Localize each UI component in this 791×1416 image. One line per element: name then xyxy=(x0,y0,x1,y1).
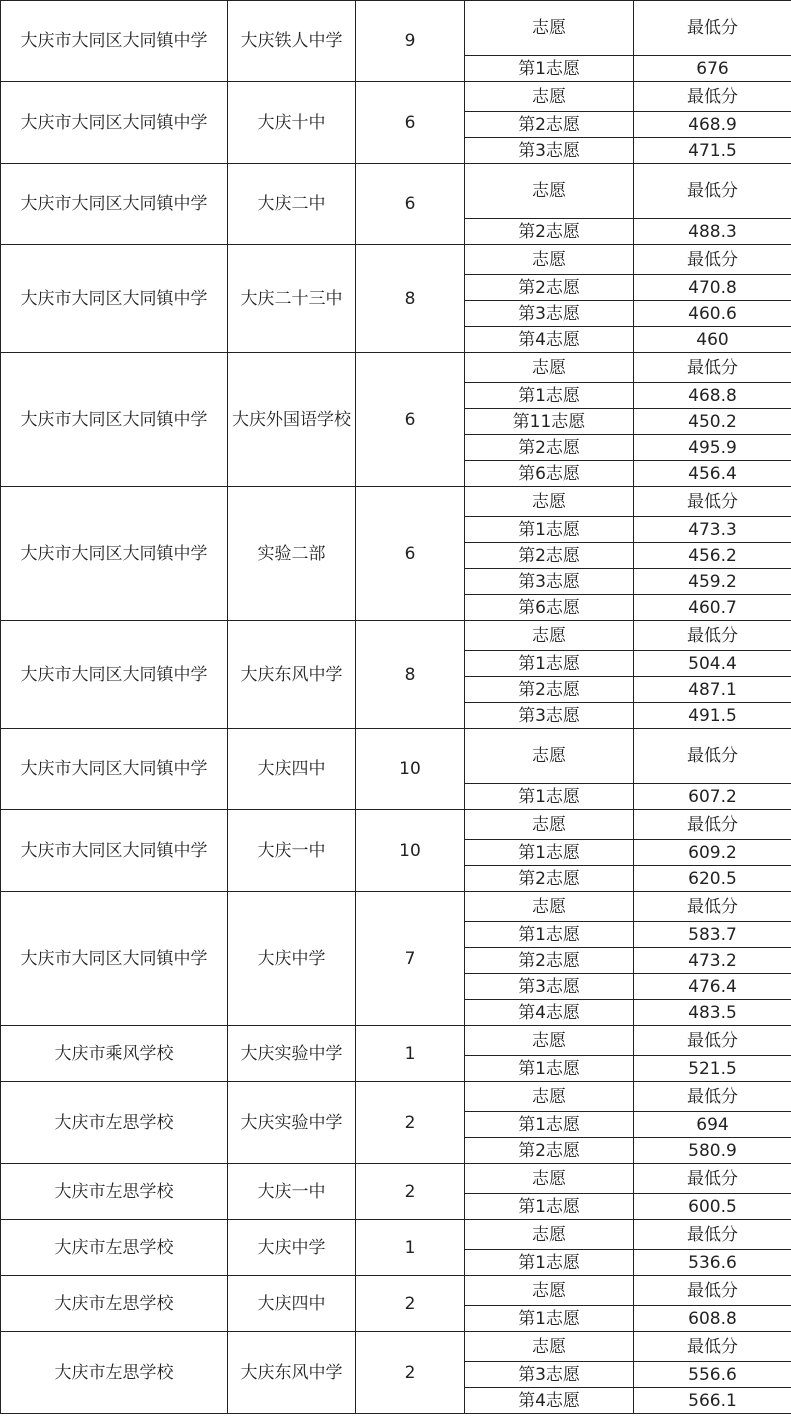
table-row xyxy=(1,1082,791,1112)
min-score-header-cell: 最低分 xyxy=(634,353,791,383)
choice-header-cell: 志愿 xyxy=(465,1026,634,1056)
min-score-header-cell: 最低分 xyxy=(634,1276,791,1306)
choice-cell: 第1志愿 xyxy=(465,1194,634,1220)
source-school-cell: 大庆市大同区大同镇中学 xyxy=(1,353,228,487)
choice-cell: 第3志愿 xyxy=(465,569,634,595)
choice-cell: 第1志愿 xyxy=(465,651,634,677)
source-school-cell: 大庆市左思学校 xyxy=(1,1220,228,1276)
quota-cell: 1 xyxy=(356,1220,465,1276)
choice-cell: 第3志愿 xyxy=(465,1362,634,1388)
min-score-header-cell: 最低分 xyxy=(634,729,791,784)
choice-cell: 第4志愿 xyxy=(465,1000,634,1026)
min-score-header-cell: 最低分 xyxy=(634,245,791,275)
choice-cell: 第2志愿 xyxy=(465,435,634,461)
min-score-header-cell: 最低分 xyxy=(634,1164,791,1194)
target-school-cell: 大庆四中 xyxy=(228,729,356,810)
choice-header-cell: 志愿 xyxy=(465,353,634,383)
choice-cell: 第1志愿 xyxy=(465,1306,634,1332)
choice-cell: 第6志愿 xyxy=(465,461,634,487)
min-score-header-cell: 最低分 xyxy=(634,1332,791,1362)
table-row xyxy=(1,353,791,383)
table-row xyxy=(1,810,791,840)
choice-header-cell: 志愿 xyxy=(465,487,634,517)
min-score-cell: 609.2 xyxy=(634,840,791,866)
choice-cell: 第1志愿 xyxy=(465,56,634,82)
quota-cell: 2 xyxy=(356,1164,465,1220)
source-school-cell: 大庆市左思学校 xyxy=(1,1082,228,1164)
min-score-cell: 536.6 xyxy=(634,1250,791,1276)
min-score-header-cell: 最低分 xyxy=(634,810,791,840)
table-row xyxy=(1,82,791,112)
target-school-cell: 大庆二十三中 xyxy=(228,245,356,353)
source-school-cell: 大庆市大同区大同镇中学 xyxy=(1,245,228,353)
quota-cell: 8 xyxy=(356,621,465,729)
quota-cell: 2 xyxy=(356,1082,465,1164)
quota-cell: 6 xyxy=(356,164,465,245)
table-row xyxy=(1,1332,791,1362)
target-school-cell: 实验二部 xyxy=(228,487,356,621)
table-row xyxy=(1,164,791,219)
choice-cell: 第2志愿 xyxy=(465,219,634,245)
table-row xyxy=(1,487,791,517)
choice-header-cell: 志愿 xyxy=(465,245,634,275)
choice-cell: 第1志愿 xyxy=(465,784,634,810)
target-school-cell: 大庆东风中学 xyxy=(228,621,356,729)
choice-header-cell: 志愿 xyxy=(465,1332,634,1362)
min-score-cell: 476.4 xyxy=(634,974,791,1000)
source-school-cell: 大庆市大同区大同镇中学 xyxy=(1,892,228,1026)
choice-cell: 第1志愿 xyxy=(465,1056,634,1082)
target-school-cell: 大庆东风中学 xyxy=(228,1332,356,1414)
target-school-cell: 大庆四中 xyxy=(228,1276,356,1332)
quota-cell: 8 xyxy=(356,245,465,353)
min-score-cell: 473.3 xyxy=(634,517,791,543)
min-score-cell: 456.4 xyxy=(634,461,791,487)
choice-cell: 第3志愿 xyxy=(465,703,634,729)
min-score-cell: 450.2 xyxy=(634,409,791,435)
quota-cell: 6 xyxy=(356,487,465,621)
min-score-cell: 607.2 xyxy=(634,784,791,810)
target-school-cell: 大庆外国语学校 xyxy=(228,353,356,487)
min-score-header-cell: 最低分 xyxy=(634,892,791,922)
admissions-table-body xyxy=(1,1,791,1414)
source-school-cell: 大庆市大同区大同镇中学 xyxy=(1,487,228,621)
quota-cell: 9 xyxy=(356,1,465,82)
table-row xyxy=(1,729,791,784)
choice-cell: 第2志愿 xyxy=(465,677,634,703)
min-score-cell: 694 xyxy=(634,1112,791,1138)
choice-cell: 第3志愿 xyxy=(465,974,634,1000)
source-school-cell: 大庆市大同区大同镇中学 xyxy=(1,729,228,810)
min-score-header-cell: 最低分 xyxy=(634,164,791,219)
choice-cell: 第2志愿 xyxy=(465,866,634,892)
table-row xyxy=(1,1026,791,1056)
choice-cell: 第4志愿 xyxy=(465,327,634,353)
quota-cell: 6 xyxy=(356,82,465,164)
min-score-cell: 456.2 xyxy=(634,543,791,569)
quota-cell: 2 xyxy=(356,1276,465,1332)
choice-cell: 第2志愿 xyxy=(465,1138,634,1164)
min-score-cell: 521.5 xyxy=(634,1056,791,1082)
choice-header-cell: 志愿 xyxy=(465,1,634,56)
quota-cell: 10 xyxy=(356,729,465,810)
choice-header-cell: 志愿 xyxy=(465,164,634,219)
min-score-cell: 504.4 xyxy=(634,651,791,677)
choice-header-cell: 志愿 xyxy=(465,1220,634,1250)
choice-header-cell: 志愿 xyxy=(465,82,634,112)
choice-cell: 第1志愿 xyxy=(465,383,634,409)
min-score-header-cell: 最低分 xyxy=(634,621,791,651)
choice-header-cell: 志愿 xyxy=(465,1276,634,1306)
choice-cell: 第1志愿 xyxy=(465,1250,634,1276)
choice-cell: 第2志愿 xyxy=(465,948,634,974)
table-row xyxy=(1,1,791,56)
target-school-cell: 大庆实验中学 xyxy=(228,1082,356,1164)
table-row xyxy=(1,1164,791,1194)
min-score-cell: 580.9 xyxy=(634,1138,791,1164)
min-score-header-cell: 最低分 xyxy=(634,82,791,112)
table-row xyxy=(1,621,791,651)
choice-header-cell: 志愿 xyxy=(465,729,634,784)
choice-cell: 第1志愿 xyxy=(465,922,634,948)
min-score-cell: 495.9 xyxy=(634,435,791,461)
choice-header-cell: 志愿 xyxy=(465,810,634,840)
source-school-cell: 大庆市左思学校 xyxy=(1,1332,228,1414)
min-score-cell: 460.7 xyxy=(634,595,791,621)
source-school-cell: 大庆市大同区大同镇中学 xyxy=(1,621,228,729)
source-school-cell: 大庆市大同区大同镇中学 xyxy=(1,164,228,245)
min-score-header-cell: 最低分 xyxy=(634,1082,791,1112)
min-score-header-cell: 最低分 xyxy=(634,1026,791,1056)
choice-header-cell: 志愿 xyxy=(465,1164,634,1194)
source-school-cell: 大庆市大同区大同镇中学 xyxy=(1,82,228,164)
min-score-cell: 473.2 xyxy=(634,948,791,974)
min-score-header-cell: 最低分 xyxy=(634,487,791,517)
table-row xyxy=(1,245,791,275)
choice-cell: 第4志愿 xyxy=(465,1388,634,1414)
choice-cell: 第3志愿 xyxy=(465,138,634,164)
min-score-cell: 459.2 xyxy=(634,569,791,595)
choice-header-cell: 志愿 xyxy=(465,892,634,922)
source-school-cell: 大庆市左思学校 xyxy=(1,1276,228,1332)
target-school-cell: 大庆实验中学 xyxy=(228,1026,356,1082)
source-school-cell: 大庆市大同区大同镇中学 xyxy=(1,1,228,82)
choice-cell: 第11志愿 xyxy=(465,409,634,435)
min-score-cell: 566.1 xyxy=(634,1388,791,1414)
min-score-cell: 471.5 xyxy=(634,138,791,164)
source-school-cell: 大庆市大同区大同镇中学 xyxy=(1,810,228,892)
min-score-cell: 600.5 xyxy=(634,1194,791,1220)
choice-cell: 第1志愿 xyxy=(465,517,634,543)
min-score-cell: 491.5 xyxy=(634,703,791,729)
min-score-cell: 676 xyxy=(634,56,791,82)
choice-cell: 第2志愿 xyxy=(465,112,634,138)
table-row xyxy=(1,892,791,922)
choice-cell: 第2志愿 xyxy=(465,543,634,569)
source-school-cell: 大庆市左思学校 xyxy=(1,1164,228,1220)
min-score-header-cell: 最低分 xyxy=(634,1220,791,1250)
min-score-cell: 468.9 xyxy=(634,112,791,138)
quota-cell: 6 xyxy=(356,353,465,487)
source-school-cell: 大庆市乘风学校 xyxy=(1,1026,228,1082)
min-score-header-cell: 最低分 xyxy=(634,1,791,56)
min-score-cell: 460 xyxy=(634,327,791,353)
choice-cell: 第2志愿 xyxy=(465,275,634,301)
target-school-cell: 大庆二中 xyxy=(228,164,356,245)
choice-header-cell: 志愿 xyxy=(465,1082,634,1112)
target-school-cell: 大庆十中 xyxy=(228,82,356,164)
quota-cell: 10 xyxy=(356,810,465,892)
choice-header-cell: 志愿 xyxy=(465,621,634,651)
target-school-cell: 大庆铁人中学 xyxy=(228,1,356,82)
choice-cell: 第1志愿 xyxy=(465,1112,634,1138)
min-score-cell: 583.7 xyxy=(634,922,791,948)
min-score-cell: 487.1 xyxy=(634,677,791,703)
quota-cell: 2 xyxy=(356,1332,465,1414)
target-school-cell: 大庆一中 xyxy=(228,810,356,892)
min-score-cell: 488.3 xyxy=(634,219,791,245)
min-score-cell: 608.8 xyxy=(634,1306,791,1332)
min-score-cell: 470.8 xyxy=(634,275,791,301)
quota-cell: 7 xyxy=(356,892,465,1026)
min-score-cell: 620.5 xyxy=(634,866,791,892)
min-score-cell: 460.6 xyxy=(634,301,791,327)
min-score-cell: 556.6 xyxy=(634,1362,791,1388)
min-score-cell: 468.8 xyxy=(634,383,791,409)
target-school-cell: 大庆中学 xyxy=(228,892,356,1026)
choice-cell: 第3志愿 xyxy=(465,301,634,327)
target-school-cell: 大庆中学 xyxy=(228,1220,356,1276)
min-score-cell: 483.5 xyxy=(634,1000,791,1026)
table-row xyxy=(1,1276,791,1306)
target-school-cell: 大庆一中 xyxy=(228,1164,356,1220)
choice-cell: 第1志愿 xyxy=(465,840,634,866)
table-row xyxy=(1,1220,791,1250)
choice-cell: 第6志愿 xyxy=(465,595,634,621)
quota-cell: 1 xyxy=(356,1026,465,1082)
